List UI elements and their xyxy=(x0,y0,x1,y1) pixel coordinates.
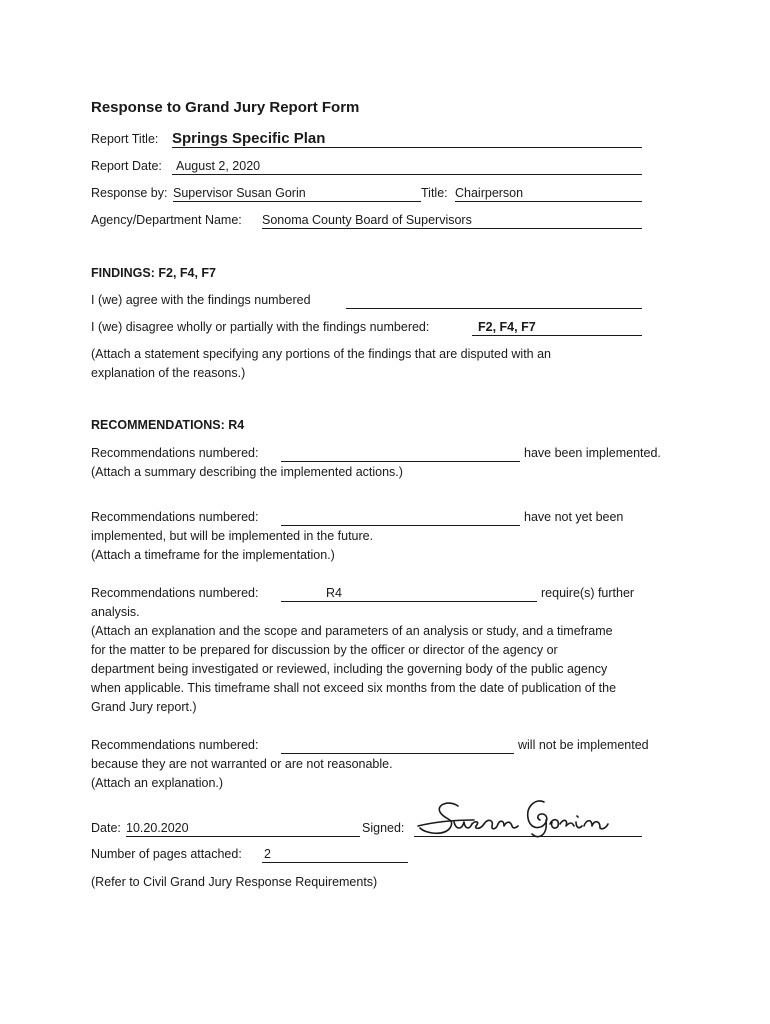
rec-analysis-note-1: (Attach an explanation and the scope and parameters of an analysis or study, and a timeframe xyxy=(91,624,613,638)
findings-heading: FINDINGS: F2, F4, F7 xyxy=(91,266,217,280)
report-date-value: August 2, 2020 xyxy=(176,159,261,173)
rec-analysis-label: Recommendations numbered: xyxy=(91,586,259,600)
pages-value: 2 xyxy=(264,847,271,861)
recommendations-heading: RECOMMENDATIONS: R4 xyxy=(91,418,245,432)
findings-disagree-label: I (we) disagree wholly or partially with the findings numbered: xyxy=(91,320,430,334)
rec-analysis-note-5: Grand Jury report.) xyxy=(91,700,197,714)
rec-implemented-suffix: have been implemented. xyxy=(524,446,661,460)
rec-not-field[interactable] xyxy=(281,738,514,754)
response-by-field[interactable] xyxy=(173,186,421,202)
rec-analysis-note-2: for the matter to be prepared for discussion by the officer or director of the agency or xyxy=(91,643,558,657)
rec-analysis-field[interactable] xyxy=(281,586,537,602)
agency-field[interactable] xyxy=(262,213,642,229)
rec-implemented-field[interactable] xyxy=(281,446,520,462)
report-title-value: Springs Specific Plan xyxy=(172,130,326,147)
findings-agree-label: I (we) agree with the findings numbered xyxy=(91,293,311,307)
rec-future-note: (Attach a timeframe for the implementation.) xyxy=(91,548,335,562)
form-title: Response to Grand Jury Report Form xyxy=(91,99,360,116)
findings-agree-field[interactable] xyxy=(346,293,642,309)
title-value: Chairperson xyxy=(455,186,524,200)
pages-label: Number of pages attached: xyxy=(91,847,242,861)
rec-implemented-note: (Attach a summary describing the implemented actions.) xyxy=(91,465,403,479)
rec-analysis-value: R4 xyxy=(326,586,342,600)
rec-not-suffix: will not be implemented xyxy=(518,738,649,752)
rec-future-line2: implemented, but will be implemented in the future. xyxy=(91,529,374,543)
rec-not-line2: because they are not warranted or are not reasonable. xyxy=(91,757,393,771)
date-value: 10.20.2020 xyxy=(126,821,189,835)
rec-not-note: (Attach an explanation.) xyxy=(91,776,224,790)
agency-label: Agency/Department Name: xyxy=(91,213,242,227)
title-label: Title: xyxy=(421,186,448,200)
report-title-label: Report Title: xyxy=(91,132,159,146)
rec-analysis-note-3: department being investigated or reviewed, including the governing body of the public agency xyxy=(91,662,608,676)
report-date-field[interactable] xyxy=(172,159,642,175)
rec-future-suffix: have not yet been xyxy=(524,510,624,524)
findings-disagree-value: F2, F4, F7 xyxy=(478,320,536,334)
report-title-field[interactable] xyxy=(172,130,642,148)
rec-implemented-label: Recommendations numbered: xyxy=(91,446,259,460)
date-label: Date: xyxy=(91,821,121,835)
signature-image xyxy=(414,796,614,842)
rec-analysis-suffix: require(s) further xyxy=(541,586,635,600)
agency-value: Sonoma County Board of Supervisors xyxy=(262,213,472,227)
refer-note: (Refer to Civil Grand Jury Response Requirements) xyxy=(91,875,378,889)
findings-note-2: explanation of the reasons.) xyxy=(91,366,246,380)
rec-not-label: Recommendations numbered: xyxy=(91,738,259,752)
report-date-label: Report Date: xyxy=(91,159,162,173)
date-field[interactable] xyxy=(126,821,360,837)
findings-disagree-field[interactable] xyxy=(472,320,642,336)
response-by-value: Supervisor Susan Gorin xyxy=(173,186,306,200)
rec-future-field[interactable] xyxy=(281,510,520,526)
signed-label: Signed: xyxy=(362,821,405,835)
rec-analysis-note-4: when applicable. This timeframe shall not exceed six months from the date of publication of the xyxy=(91,681,617,695)
pages-field[interactable] xyxy=(262,847,408,863)
rec-analysis-line2: analysis. xyxy=(91,605,140,619)
response-by-label: Response by: xyxy=(91,186,168,200)
rec-future-label: Recommendations numbered: xyxy=(91,510,259,524)
title-field[interactable] xyxy=(455,186,642,202)
findings-note-1: (Attach a statement specifying any portions of the findings that are disputed with an xyxy=(91,347,551,361)
